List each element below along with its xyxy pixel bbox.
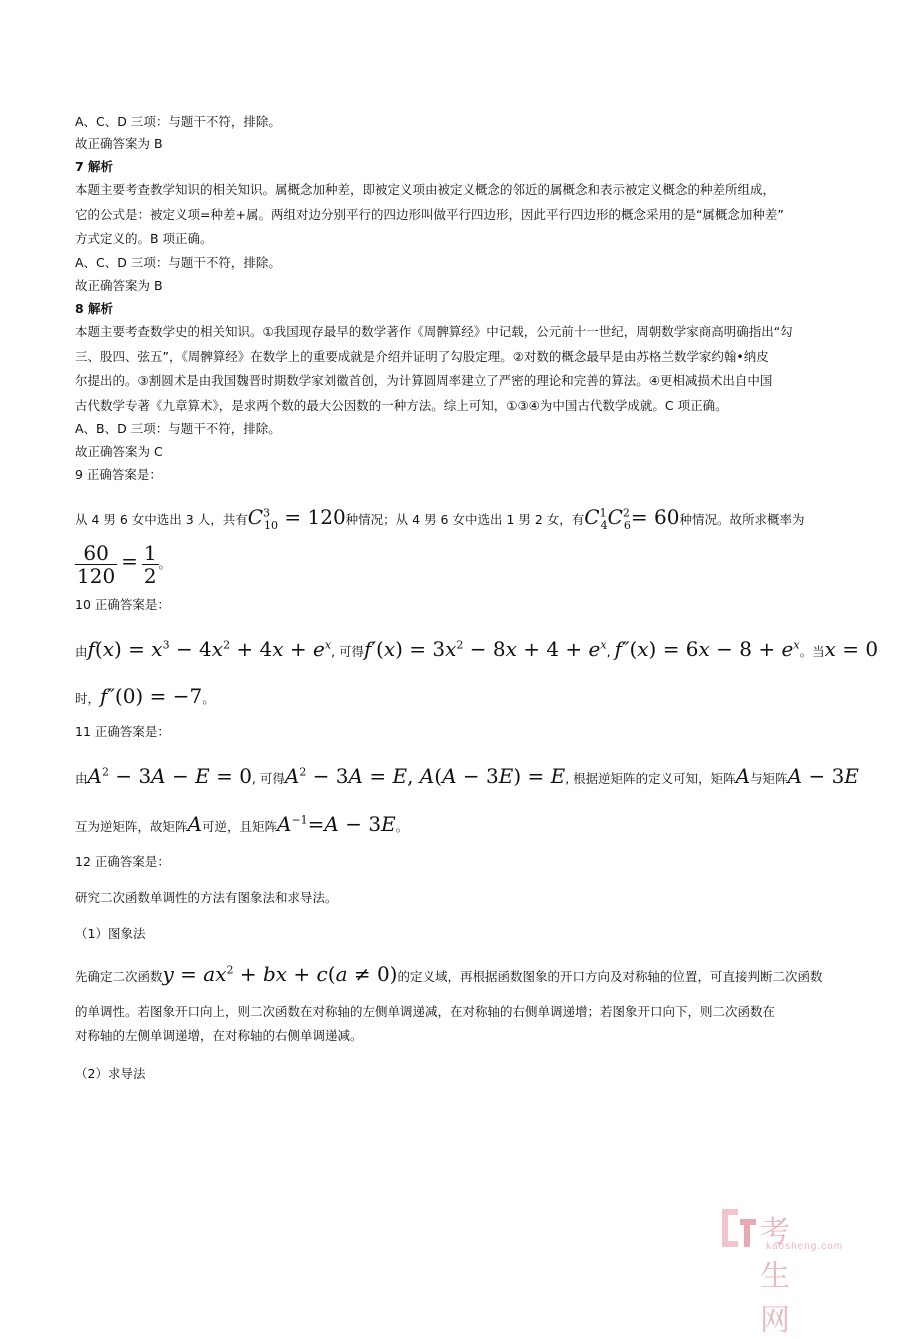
math-line: 由$f(x) = x^3 - 4x^2 + 4x + e^x$, 可得$f'(x) = 3x^2 - 8x + 4 + e^x$, $f''(x) = 6x - 8 + e^x$。当x = 0 <box>75 637 879 661</box>
text-fragment: 互为逆矩阵，故矩阵 <box>75 819 188 834</box>
fraction: $\frac{60}{120}$ <box>77 541 116 588</box>
text-line: （1）图象法 <box>75 926 146 941</box>
text-line: 对称轴的左侧单调递增，在对称轴的右侧单调递减。 <box>75 1028 363 1043</box>
formula: A − 3E <box>787 764 859 788</box>
section-heading: 9 正确答案是： <box>75 467 162 482</box>
text-fragment: 种情况；从 4 男 6 女中选出 1 男 2 女，有 <box>345 512 585 527</box>
section-heading: 7 解析 <box>75 159 114 174</box>
text-line: 三、股四、弦五”，《周髀算经》在数学上的重要成就是介绍并证明了勾股定理。②对数的概念最早是由苏格兰数学家约翰•纳皮 <box>75 349 769 364</box>
formula: $f''(x) = 6x - 8 + e^x$ <box>614 637 800 661</box>
text-fragment: , 根据逆矩阵的定义可知，矩阵 <box>565 771 736 786</box>
formula: A <box>735 764 751 788</box>
section-heading: 12 正确答案是： <box>75 854 170 869</box>
watermark <box>720 1205 844 1337</box>
text-fragment: , 可得 <box>331 644 365 659</box>
formula: $f(x) = x^3 - 4x^2 + 4x + e^x$ <box>87 637 332 661</box>
formula: x = 0 <box>824 637 879 661</box>
section-heading: 10 正确答案是： <box>75 597 170 612</box>
math-line: $\frac{60}{120}$ = $\frac{1}{2}$ 。 <box>77 541 172 588</box>
text-line: 本题主要考查教学知识的相关知识。属概念加种差，即被定义项由被定义概念的邻近的属概念和表示被定义概念的种差所组成， <box>75 182 776 197</box>
text-line: 研究二次函数单调性的方法有图象法和求导法。 <box>75 890 338 905</box>
formula: $A^{-1}=A - 3E$ <box>276 812 396 836</box>
formula: $C^3_{10} = 120$ <box>247 505 346 532</box>
text-line: A、C、D 三项：与题干不符，排除。 <box>75 255 281 270</box>
text-fragment: 时， <box>75 691 101 706</box>
formula: $A^2 - 3A = E$, A(A − 3E) = E <box>284 764 566 788</box>
formula: $f'(x) = 3x^2 - 8x + 4 + e^x$ <box>364 637 607 661</box>
fraction: $\frac{1}{2}$ <box>143 541 157 588</box>
text-fragment: 由 <box>75 771 88 786</box>
text-line: 尔提出的。③割圆术是由我国魏晋时期数学家刘徽首创，为计算圆周率建立了严密的理论和完善的算法。④更相减损术出自中国 <box>75 373 773 388</box>
text-line: 故正确答案为 B <box>75 278 163 293</box>
text-line: 本题主要考查数学史的相关知识。①我国现存最早的数学著作《周髀算经》中记载，公元前十一世纪，周朝数学家商高明确指出“勾 <box>75 324 793 339</box>
text-line: 的单调性。若图象开口向上，则二次函数在对称轴的左侧单调递减，在对称轴的右侧单调递增；若图象开口向下，则二次函数在 <box>75 1004 776 1019</box>
formula: $A^2 - 3A - E = 0$ <box>87 764 252 788</box>
text-line: A、B、D 三项：与题干不符，排除。 <box>75 421 281 436</box>
math-line: 时，f″(0) = −7。 <box>75 684 215 708</box>
watermark-url: kaosheng.com <box>766 1241 844 1252</box>
math-line <box>75 962 823 986</box>
text-fragment: 种情况。故所求概率为 <box>679 512 805 527</box>
text-line: 故正确答案为 C <box>75 444 163 459</box>
text-line: 古代数学专著《九章算术》，是求两个数的最大公因数的一种方法。综上可知，①③④为中国古代数学成就。C 项正确。 <box>75 398 728 413</box>
text-fragment: 的定义域，再根据函数图象的开口方向及对称轴的位置，可直接判断二次函数 <box>397 969 823 984</box>
section-heading: 11 正确答案是： <box>75 724 170 739</box>
logo-icon <box>720 1205 758 1251</box>
math-line <box>75 764 859 788</box>
text-fragment: 由 <box>75 644 88 659</box>
text-line: （2）求导法 <box>75 1066 146 1081</box>
formula: $C^1_4C^2_6= 60$ <box>584 505 680 532</box>
math-line: 互为逆矩阵，故矩阵A可逆，且矩阵$A^{-1}=A - 3E$。 <box>75 812 409 836</box>
text-fragment: 可逆，且矩阵 <box>201 819 277 834</box>
text-line: 故正确答案为 B <box>75 136 163 151</box>
text-fragment: 当 <box>812 644 825 659</box>
formula: f″(0) = −7 <box>100 684 203 708</box>
text-line: A、C、D 三项：与题干不符，排除。 <box>75 114 281 129</box>
text-fragment: 从 4 男 6 女中选出 3 人，共有 <box>75 512 248 527</box>
text-line: 方式定义的。B 项正确。 <box>75 231 213 246</box>
watermark-text: 考生网 <box>760 1216 792 1337</box>
formula: $y = ax^2$ + bx + c(a ≠ 0) <box>162 962 398 986</box>
formula: A <box>187 812 202 836</box>
text-fragment: , 可得 <box>251 771 285 786</box>
text-line: 它的公式是：被定义项=种差+属。两组对边分别平行的四边形叫做平行四边形，因此平行四边形的概念采用的是“属概念加种差” <box>75 207 784 222</box>
formula: = <box>121 549 138 573</box>
text-fragment: 先确定二次函数 <box>75 969 163 984</box>
math-line <box>75 505 805 532</box>
section-heading: 8 解析 <box>75 301 114 316</box>
text-fragment: 与矩阵 <box>750 771 788 786</box>
